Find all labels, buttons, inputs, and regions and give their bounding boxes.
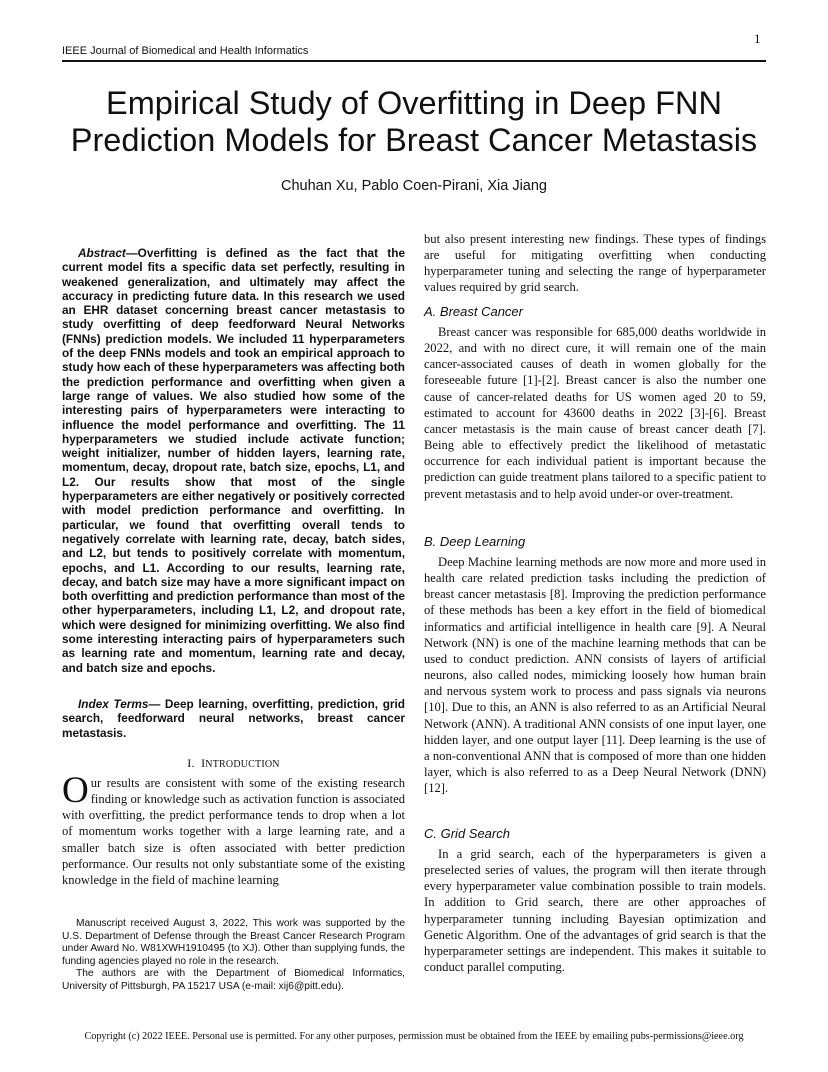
intro-continuation: but also present interesting new findings. These types of findings are useful for mitigating overfitting when conducting hyperparameter tuning and selecting the range of hyperparameter values required by grid search. [424,232,766,295]
journal-name: IEEE Journal of Biomedical and Health Informatics [62,45,309,57]
section-title-first-letter: I [201,756,206,770]
section-title-rest: NTRODUCTION [205,759,280,770]
index-terms [62,697,405,740]
intro-text: ur results are consistent with some of the existing research finding or knowledge such as activation function is associated with overfitting, the predict performance tends to drop when a lot of momentum works together with a large learning rate, and a smaller batch size is often associated with better prediction performance. Our results not only substantiate some of the existing knowledge in the field of machine learning [62,776,405,887]
page-number: 1 [754,31,761,46]
paragraph-deep-learning: Deep Machine learning methods are now more and more used in health care related prediction tasks including the prediction of breast cancer metastasis [8]. Improving the prediction performance of these methods has been a key effort in the field of biomedical informatics and artificial intelligence in health care [9]. A Neural Network (NN) is one of the machine learning methods that can be used to conduct prediction. ANN consists of layers of artificial neurons, also called nodes, mimicking loosely how human brain and nervous system work to process and pass signals via neurons [10]. Due to this, an ANN is also referred to as an Artificial Neural Network (ANN). A traditional ANN consists of one input layer, one hidden layer, and one output layer [11]. Deep learning is the use of a non-conventional ANN that is composed of more than one hidden layer, which is also referred to as a Deep Neural Network (DNN) [12]. [424,555,766,796]
abstract-label: Abstract [78,246,126,260]
header-rule [62,60,766,62]
drop-cap: O [62,770,89,811]
paper-title [40,85,788,159]
subsection-heading-deep-learning: B. Deep Learning [424,534,526,549]
intro-paragraph [62,770,405,888]
paragraph-breast-cancer: Breast cancer was responsible for 685,000 deaths worldwide in 2022, and with no direct cure, it will remain one of the main cancer-associated causes of death in women globally for the foreseeable future [1]-[2]. Breast cancer is also the number one cause of cancer-related deaths for US women aged 20 to 59, estimated to account for 43600 deaths in 2022 [3]-[6]. Breast cancer metastasis is the main cause of breast cancer death [7]. Being able to effectively predict the likelihood of metastatic occurrence for each individual patient is important because the prediction can guide treatment plans tailored to a specific patient to prevent metastasis and to help avoid under-or over-treatment. [424,325,766,501]
index-terms-text: — Deep learning, overfitting, prediction, grid search, feedforward neural networks, breast cancer metastasis. [62,697,405,740]
title-line-2: Prediction Models for Breast Cancer Metastasis [70,122,758,158]
section-heading-introduction [62,756,405,771]
subsection-heading-grid-search: C. Grid Search [424,826,510,841]
index-terms-label: Index Terms [78,697,149,711]
title-line-1: Empirical Study of Overfitting in Deep FNN [106,85,722,121]
copyright-notice: Copyright (c) 2022 IEEE. Personal use is permitted. For any other purposes, permission must be obtained from the IEEE by emailing pubs-permissions@ieee.org [84,1031,744,1042]
abstract-text: —Overfitting is defined as the fact that the current model fits a specific data set perfectly, resulting in weakened generalization, and ultimately may affect the accuracy in predicting future data. In this research we used an EHR dataset concerning breast cancer metastasis to study overfitting of deep feedforward Neural Networks (FNNs) prediction models. We included 11 hyperparameters of the deep FNNs models and took an empirical approach to study how each of these hyperparameters was affecting both the prediction performance and overfitting when given a large range of values. We also studied how some of the interesting pairs of hyperparameters were interacting to influence the model performance and overfitting. The 11 hyperparameters we studied include activate function; weight initializer, number of hidden layers, learning rate, momentum, decay, dropout rate, batch size, epochs, L1, and L2. Our results show that most of the single hyperparameters are either negatively or positively corrected with model prediction performance and overfitting. In particular, we found that overfitting overall tends to negatively correlate with learning rate, decay, batch sides, and L2, but tends to positively correlate with momentum, epochs, and L1. According to our results, learning rate, decay, and batch size may have a more significant impact on both overfitting and prediction performance than most of the other hyperparameters, including L1, L2, and dropout rate, which were designed for minimizing overfitting. We also find some interesting interacting pairs of hyperparameters such as learning rate and momentum, learning rate and decay, and batch size and epochs. [62,246,405,675]
footnote-manuscript: Manuscript received August 3, 2022, This work was supported by the U.S. Department of Defense through the Breast Cancer Research Program under Award No. W81XWH1910495 (to XJ). Other than supplying funds, the funding agencies played no role in the research. [62,918,405,967]
section-numeral: I. [187,756,195,770]
paragraph-grid-search: In a grid search, each of the hyperparameters is given a preselected series of values, the program will then iterate through every hyperparameter value combination possible to train models. In addition to Grid search, there are other approaches of hyperparameter tunning including Bayesian optimization and Genetic Algorithm. One of the advantages of grid search is that the hyperparameter settings are independent. This makes it suitable to conduct parallel computing. [424,847,766,975]
footnote-affiliation: The authors are with the Department of Biomedical Informatics, University of Pittsburgh, PA 15217 USA (e-mail: xij6@pitt.edu). [62,968,405,992]
subsection-heading-breast-cancer: A. Breast Cancer [424,304,523,319]
abstract [62,246,405,675]
footnotes [62,918,405,994]
author-list: Chuhan Xu, Pablo Coen-Pirani, Xia Jiang [281,178,547,194]
